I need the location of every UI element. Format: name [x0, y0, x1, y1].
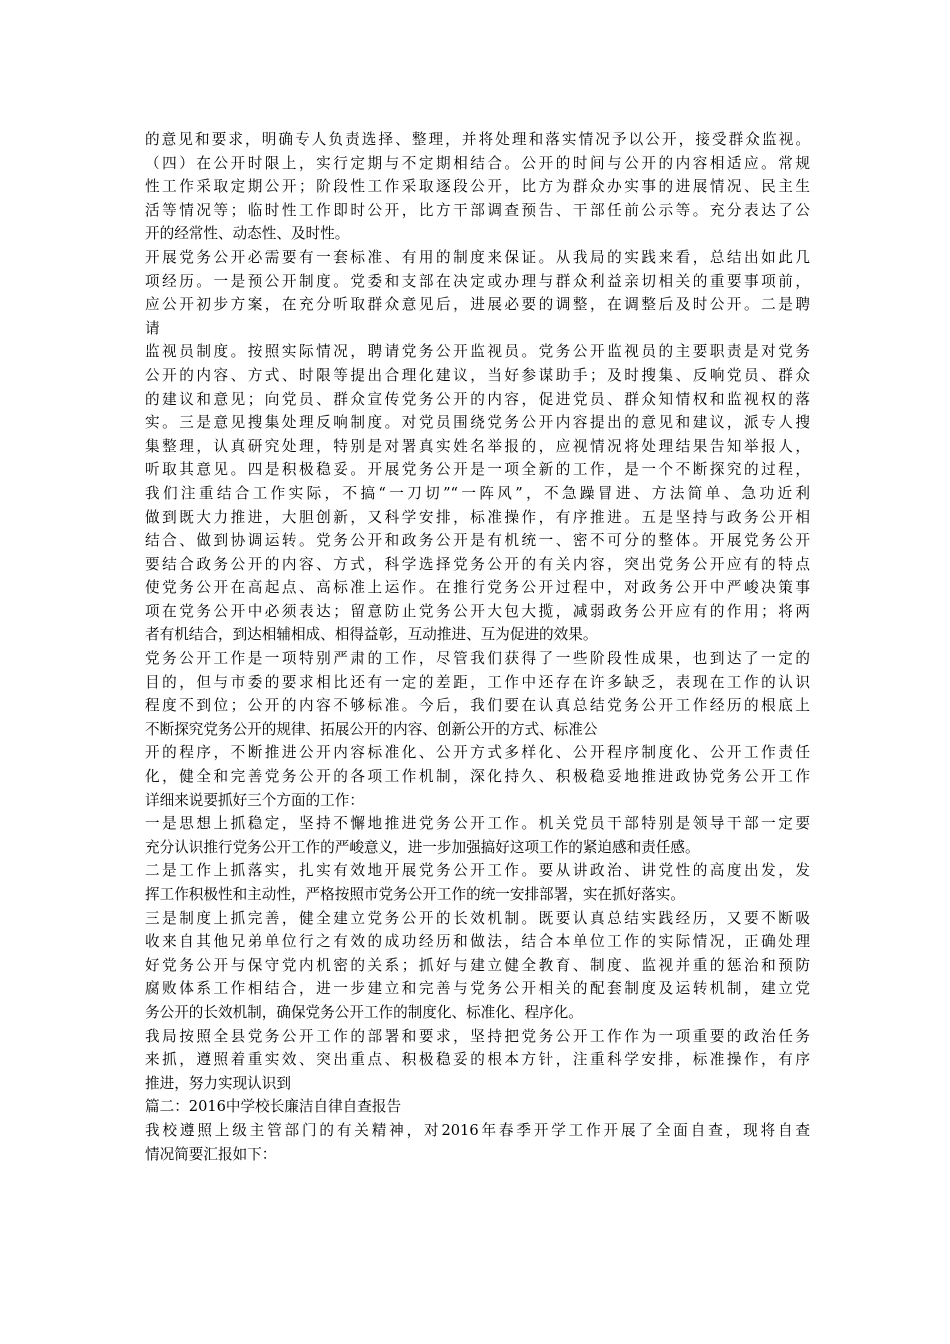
text-line: 二是工作上抓落实，扎实有效地开展党务公开工作。要从讲政治、讲党性的高度出发，发 — [145, 862, 810, 880]
text-line: 目的，但与市委的要求相比还有一定的差距，工作中还存在许多缺乏，表现在工作的认识 — [145, 673, 810, 691]
text-line: 挥工作积极性和主动性，严格按照市党务公开工作的统一安排部署，实在抓好落实。 — [145, 886, 685, 903]
text-line: 三是制度上抓完善，健全建立党务公开的长效机制。既要认真总结实践经历，又要不断吸 — [145, 909, 810, 927]
text-line: 篇二：2016中学校长廉洁自律自查报告 — [145, 1098, 402, 1116]
document-body — [145, 128, 810, 1166]
text-line: 程度不到位；公开的内容不够标准。今后，我们要在认真总结党务公开工作经历的根底上 — [145, 697, 810, 715]
text-line: 充分认识推行党务公开工作的严峻意义，进一步加强搞好这项工作的紧迫感和责任感。 — [145, 838, 700, 856]
text-line: （四）在公开时限上，实行定期与不定期相结合。公开的时间与公开的内容相适应。常规 — [145, 154, 810, 172]
text-line: 党务公开工作是一项特别严肃的工作，尽管我们获得了一些阶段性成果，也到达了一定的 — [145, 650, 810, 668]
text-line: 要结合政务公开的内容、方式，科学选择党务公开的有关内容，突出党务公开应有的特点 — [145, 555, 810, 573]
text-line: 项在党务公开中必须表达；留意防止党务公开大包大揽，减弱政务公开应有的作用；将两 — [145, 602, 810, 620]
text-line: 公开的内容、方式、时限等提出合理化建议，当好参谋助手；及时搜集、反响党员、群众 — [145, 366, 810, 384]
text-line: 的意见和要求，明确专人负责选择、整理，并将处理和落实情况予以公开，接受群众监视。 — [145, 131, 810, 148]
text-line: 结合、做到协调运转。党务公开和政务公开是有机统一、密不可分的整体。开展党务公开 — [145, 532, 810, 550]
text-line: 来抓，遵照着重实效、突出重点、积极稳妥的根本方针，注重科学安排，标准操作，有序 — [145, 1051, 810, 1069]
text-line: 性工作采取定期公开；阶段性工作采取逐段公开，比方为群众办实事的进展情况、民主生 — [145, 178, 810, 196]
text-line: 监视员制度。按照实际情况，聘请党务公开监视员。党务公开监视员的主要职责是对党务 — [145, 343, 810, 361]
text-line: 不断探究党务公开的规律、拓展公开的内容、创新公开的方式、标准公 — [145, 720, 598, 738]
text-line: 开的经常性、动态性、及时性。 — [145, 225, 350, 243]
text-line: 项经历。一是预公开制度。党委和支部在决定或办理与群众利益亲切相关的重要事项前， — [145, 272, 810, 290]
text-line: 的建议和意见；向党员、群众宣传党务公开的内容，促进党员、群众知情权和监视权的落 — [145, 390, 810, 408]
text-line: 我们注重结合工作实际，不搞“一刀切”“一阵风”，不急躁冒进、方法简单、急功近利 — [145, 484, 810, 502]
text-line: 推进，努力实现认识到 — [145, 1074, 291, 1092]
text-line: 腐败体系工作相结合，进一步建立和完善与党务公开相关的配套制度及运转机制，建立党 — [145, 980, 810, 998]
text-line: 收来自其他兄弟单位行之有效的成功经历和做法，结合本单位工作的实际情况，正确处理 — [145, 933, 810, 951]
text-line: 听取其意见。四是积极稳妥。开展党务公开是一项全新的工作，是一个不断探究的过程， — [145, 461, 810, 479]
text-line: 集整理，认真研究处理，特别是对署真实姓名举报的，应视情况将处理结果告知举报人， — [145, 437, 810, 455]
text-line: 化，健全和完善党务公开的各项工作机制，深化持久、积极稳妥地推进政协党务公开工作 — [145, 768, 810, 786]
text-line: 开展党务公开必需要有一套标准、有用的制度来保证。从我局的实践来看，总结出如此几 — [145, 248, 810, 266]
text-line: 活等情况等；临时性工作即时公开，比方干部调查预告、干部任前公示等。充分表达了公 — [145, 201, 810, 219]
text-line: 好党务公开与保守党内机密的关系；抓好与建立健全教育、制度、监视并重的惩治和预防 — [145, 956, 810, 974]
text-line: 详细来说要抓好三个方面的工作： — [145, 791, 364, 809]
text-line: 情况简要汇报如下： — [145, 1145, 277, 1163]
text-line: 开的程序，不断推进公开内容标准化、公开方式多样化、公开程序制度化、公开工作责任 — [145, 744, 810, 762]
text-line: 请 — [145, 319, 160, 337]
text-line: 我校遵照上级主管部门的有关精神，对2016年春季开学工作开展了全面自查，现将自查 — [145, 1121, 810, 1139]
text-line: 实。三是意见搜集处理反响制度。对党员围绕党务公开内容提出的意见和建议，派专人搜 — [145, 414, 810, 432]
text-line: 务公开的长效机制，确保党务公开工作的制度化、标准化、程序化。 — [145, 1003, 583, 1021]
text-line: 一是思想上抓稳定，坚持不懈地推进党务公开工作。机关党员干部特别是领导干部一定要 — [145, 815, 810, 833]
text-line: 做到既大力推进，大胆创新，又科学安排，标准操作，有序推进。五是坚持与政务公开相 — [145, 508, 810, 526]
text-line: 应公开初步方案，在充分听取群众意见后，进展必要的调整，在调整后及时公开。二是聘 — [145, 296, 810, 314]
text-line: 者有机结合，到达相辅相成、相得益彰，互动推进、互为促进的效果。 — [145, 626, 598, 644]
text-line: 使党务公开在高起点、高标准上运作。在推行党务公开过程中，对政务公开中严峻决策事 — [145, 579, 810, 597]
text-line: 我局按照全县党务公开工作的部署和要求，坚持把党务公开工作作为一项重要的政治任务 — [145, 1027, 810, 1045]
